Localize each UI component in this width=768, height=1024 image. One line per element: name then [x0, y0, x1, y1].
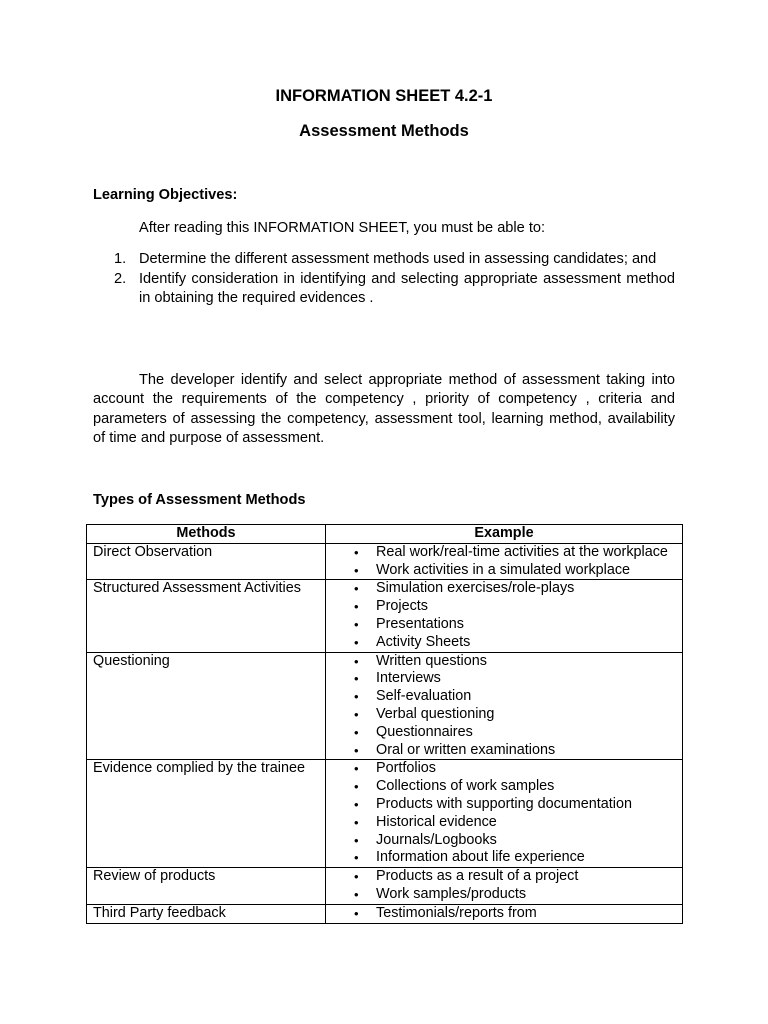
bullet-icon: •: [354, 761, 359, 777]
example-text: Verbal questioning: [376, 705, 495, 722]
example-item: [332, 886, 676, 904]
bullet-icon: •: [354, 886, 359, 902]
example-item: [332, 562, 676, 580]
example-list: [332, 868, 676, 904]
example-item: [332, 724, 676, 742]
example-text: Testimonials/reports from: [376, 904, 537, 921]
example-item: [332, 634, 676, 652]
document-title: INFORMATION SHEET 4.2-1: [275, 87, 493, 105]
example-cell: [326, 760, 683, 868]
example-text: Portfolios: [376, 760, 436, 777]
bullet-icon: •: [354, 742, 359, 758]
bullet-icon: •: [354, 779, 359, 795]
bullet-icon: •: [354, 832, 359, 848]
bullet-icon: •: [354, 653, 359, 669]
example-text: Questionnaires: [376, 723, 473, 740]
example-text: Interviews: [376, 670, 441, 687]
bullet-icon: •: [354, 869, 359, 885]
bullet-icon: •: [354, 724, 359, 740]
method-cell: Structured Assessment Activities: [87, 580, 326, 652]
example-cell: [326, 904, 683, 923]
example-cell: [326, 543, 683, 580]
table-row: [87, 868, 683, 905]
bullet-icon: •: [354, 706, 359, 722]
example-item: [332, 688, 676, 706]
example-item: [332, 778, 676, 796]
example-item: [332, 742, 676, 760]
assessment-methods-table: [86, 524, 683, 924]
example-text: Simulation exercises/role-plays: [376, 580, 575, 597]
learning-objectives-intro: After reading this INFORMATION SHEET, you must be able to:: [139, 220, 546, 236]
method-cell: Direct Observation: [87, 543, 326, 580]
example-list: [332, 653, 676, 760]
example-text: Presentations: [376, 615, 464, 632]
example-text: Real work/real-time activities at the workplace: [376, 543, 668, 560]
example-list: [332, 544, 676, 580]
document-subtitle: Assessment Methods: [299, 122, 469, 140]
example-item: [332, 905, 676, 923]
method-cell: Evidence complied by the trainee: [87, 760, 326, 868]
bullet-icon: •: [354, 581, 359, 597]
body-paragraph: The developer identify and select appropriate method of assessment taking into account the requirements of the competency , priority of competency , criteria and parameters of assessing the competency, assessment tool, learning method, availability of time and purpose of assessment.: [93, 372, 675, 447]
bullet-icon: •: [354, 562, 359, 578]
table-row: [87, 904, 683, 923]
example-cell: [326, 580, 683, 652]
header-methods: Methods: [87, 525, 326, 544]
objective-text: Determine the different assessment methods used in assessing candidates; and: [139, 251, 657, 267]
objectives-list: [93, 250, 675, 309]
table-body: [87, 543, 683, 923]
example-item: [332, 706, 676, 724]
bullet-icon: •: [354, 634, 359, 650]
method-cell: Third Party feedback: [87, 904, 326, 923]
bullet-icon: •: [354, 599, 359, 615]
example-text: Information about life experience: [376, 849, 585, 866]
example-item: [332, 598, 676, 616]
example-text: Oral or written examinations: [376, 741, 556, 758]
example-item: [332, 868, 676, 886]
bullet-icon: •: [354, 814, 359, 830]
example-text: Work activities in a simulated workplace: [376, 561, 631, 578]
example-item: [332, 796, 676, 814]
table-row: [87, 580, 683, 652]
example-text: Projects: [376, 598, 428, 615]
example-item: [332, 814, 676, 832]
table-row: [87, 652, 683, 760]
example-text: Work samples/products: [376, 885, 527, 902]
bullet-icon: •: [354, 905, 359, 921]
example-text: Products with supporting documentation: [376, 795, 632, 812]
example-cell: [326, 652, 683, 760]
bullet-icon: •: [354, 616, 359, 632]
example-item: [332, 616, 676, 634]
example-text: Journals/Logbooks: [376, 831, 497, 848]
example-item: [332, 580, 676, 598]
bullet-icon: •: [354, 850, 359, 866]
table-header-row: [87, 525, 683, 544]
example-item: [332, 832, 676, 850]
table-row: [87, 760, 683, 868]
example-text: Activity Sheets: [376, 633, 471, 650]
bullet-icon: •: [354, 671, 359, 687]
bullet-icon: •: [354, 544, 359, 560]
method-cell: Questioning: [87, 652, 326, 760]
example-list: [332, 905, 676, 923]
example-item: [332, 760, 676, 778]
bullet-icon: •: [354, 689, 359, 705]
objective-item: [93, 270, 675, 309]
objective-text: Identify consideration in identifying and selecting appropriate assessment method in obtaining the required evidences .: [139, 270, 675, 306]
example-text: Written questions: [376, 652, 487, 669]
example-cell: [326, 868, 683, 905]
example-item: [332, 544, 676, 562]
example-list: [332, 760, 676, 867]
example-item: [332, 653, 676, 671]
example-list: [332, 580, 676, 651]
method-cell: Review of products: [87, 868, 326, 905]
example-text: Historical evidence: [376, 813, 497, 830]
header-example: Example: [326, 525, 683, 544]
example-text: Self-evaluation: [376, 688, 472, 705]
example-item: [332, 849, 676, 867]
example-item: [332, 670, 676, 688]
objective-number: 1.: [114, 251, 127, 267]
example-text: Collections of work samples: [376, 778, 555, 795]
types-heading: Types of Assessment Methods: [93, 492, 306, 508]
bullet-icon: •: [354, 796, 359, 812]
example-text: Products as a result of a project: [376, 868, 579, 885]
objective-item: [93, 250, 675, 270]
objective-number: 2.: [114, 270, 127, 287]
learning-objectives-heading: Learning Objectives:: [93, 187, 238, 203]
table-row: [87, 543, 683, 580]
